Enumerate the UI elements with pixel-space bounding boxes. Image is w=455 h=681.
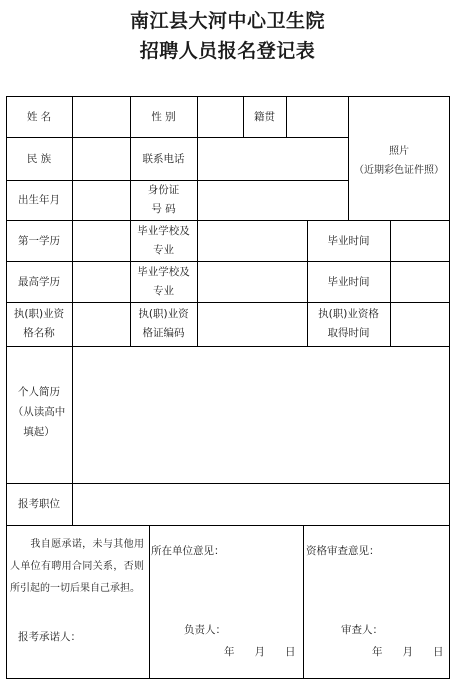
native-place-label: 籍贯 (254, 111, 275, 123)
resume-label (6, 382, 72, 442)
photo-hint: （近期彩色证件照） (354, 165, 444, 176)
applicant-signature-label: 报考承诺人： (18, 631, 81, 643)
review-date-label: 年 月 日 (372, 646, 444, 658)
first-school-major-line2: 专业 (153, 244, 174, 256)
photo-label: 照片 (389, 146, 409, 157)
cert-time-label (307, 305, 390, 343)
form-title-line2: 招聘人员报名登记表 (139, 40, 316, 62)
reviewer-label: 审查人： (341, 624, 383, 636)
resume-line2: （从读高中 (12, 406, 66, 418)
review-opinion-label: 资格审查意见： (306, 545, 380, 557)
id-number-label (130, 181, 197, 219)
first-grad-time-label: 毕业时间 (327, 235, 370, 247)
cert-number-line1: 执(职)业资 (138, 308, 189, 320)
id-number-label-line2: 号 码 (151, 203, 176, 215)
first-school-major-line1: 毕业学校及 (137, 225, 190, 237)
first-school-major-label (130, 222, 197, 260)
cert-number-label (130, 305, 197, 343)
birth-label: 出生年月 (18, 194, 60, 206)
ethnicity-label: 民 族 (26, 153, 52, 165)
unit-date-label: 年 月 日 (224, 646, 296, 658)
cert-name-line2: 格名称 (23, 327, 55, 339)
photo-placeholder (348, 142, 450, 180)
highest-education-label: 最高学历 (18, 276, 60, 288)
resume-line3: 填起） (23, 426, 55, 438)
id-number-label-line1: 身份证 (147, 184, 180, 196)
highest-school-major-line2: 专业 (153, 285, 174, 297)
highest-school-major-line1: 毕业学校及 (137, 266, 190, 278)
gender-label: 性 别 (151, 111, 176, 123)
resume-line1: 个人简历 (18, 386, 60, 398)
highest-grad-time-label: 毕业时间 (327, 276, 370, 288)
name-label: 姓 名 (26, 111, 52, 123)
unit-head-label: 负责人： (184, 624, 226, 636)
pledge-text-body: 我自愿承诺，未与其他用人单位有聘用合同关系，否则所引起的一切后果自己承担。 (10, 539, 144, 594)
highest-school-major-label (130, 263, 197, 301)
form-title-line1: 南江县大河中心卫生院 (129, 10, 325, 32)
pledge-text (10, 534, 144, 600)
position-label: 报考职位 (18, 498, 60, 510)
cert-name-line1: 执(职)业资 (13, 308, 65, 320)
cert-time-line2: 取得时间 (327, 327, 370, 339)
cert-time-line1: 执(职)业资格 (318, 308, 379, 320)
first-education-label: 第一学历 (18, 235, 60, 247)
unit-opinion-label: 所在单位意见： (151, 545, 225, 557)
phone-label: 联系电话 (142, 153, 185, 165)
cert-name-label (6, 305, 72, 343)
cert-number-line2: 格证编码 (142, 327, 185, 339)
